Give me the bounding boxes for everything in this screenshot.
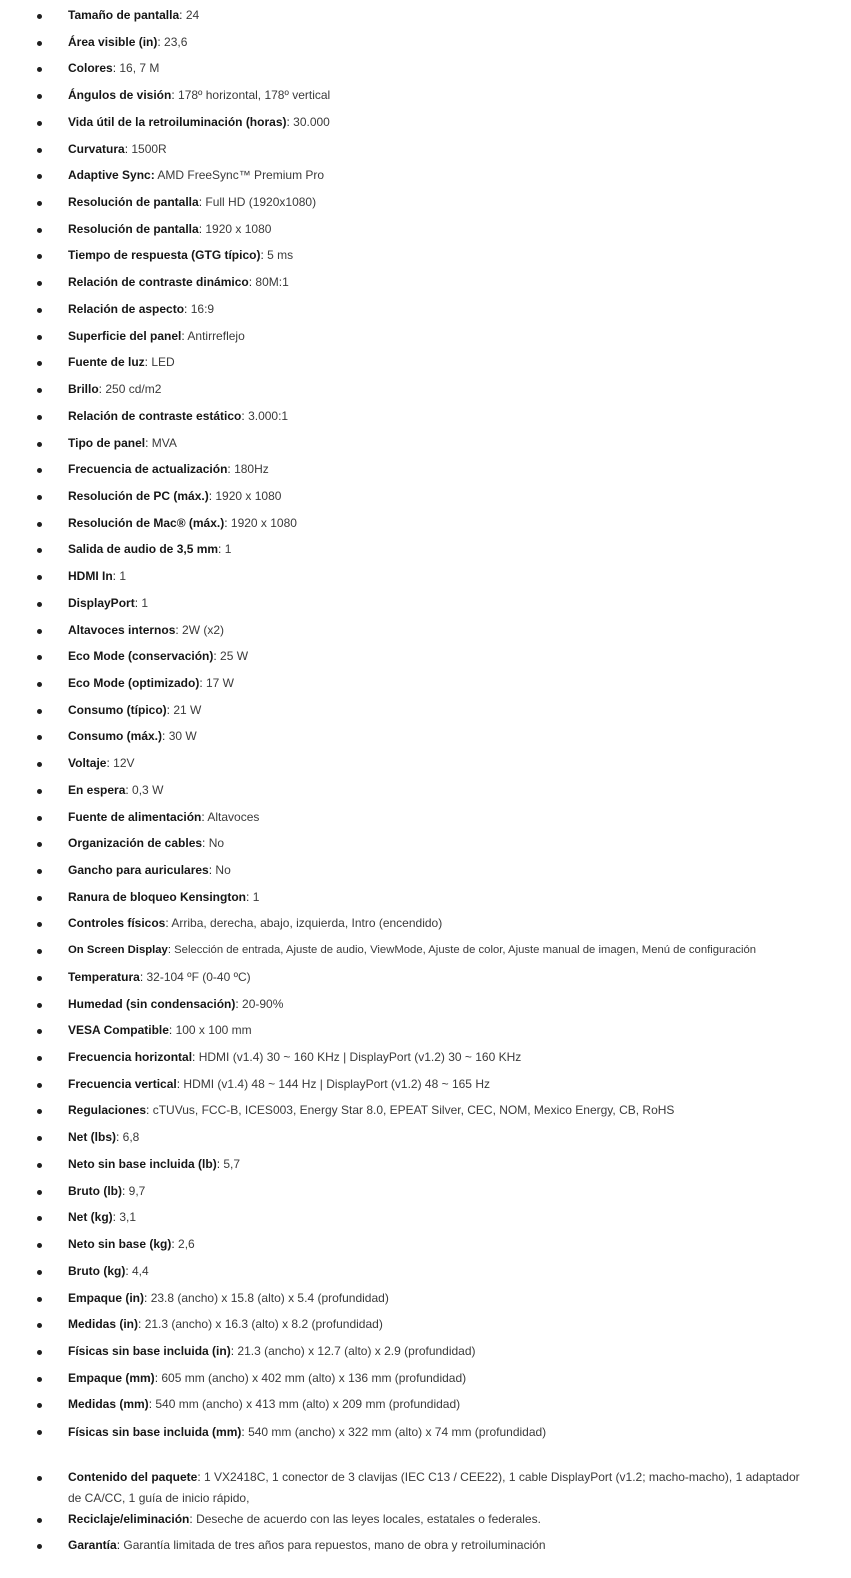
- spec-item: Frecuencia horizontal: HDMI (v1.4) 30 ~ 160 KHz | DisplayPort (v1.2) 30 ~ 160 KHz: [0, 1047, 851, 1074]
- spec-item: Relación de contraste estático: 3.000:1: [0, 406, 851, 433]
- spec-label: Salida de audio de 3,5 mm: [68, 542, 219, 557]
- spec-label: Medidas (in): [68, 1317, 139, 1332]
- bullet: [37, 1243, 42, 1248]
- spec-value: 21 W: [173, 702, 202, 717]
- bullet: [37, 415, 42, 420]
- spec-value: LED: [151, 355, 175, 370]
- spec-label: HDMI In: [68, 569, 113, 584]
- spec-item: Resolución de pantalla: 1920 x 1080: [0, 219, 851, 246]
- bullet: [37, 41, 42, 46]
- spec-value: HDMI (v1.4) 48 ~ 144 Hz | DisplayPort (v1.2) 48 ~ 165 Hz: [183, 1076, 490, 1091]
- spec-label: Garantía: [68, 1538, 117, 1553]
- spec-value: Altavoces: [207, 809, 260, 824]
- spec-item: DisplayPort: 1: [0, 593, 851, 620]
- spec-item: Físicas sin base incluida (mm): 540 mm (ancho) x 322 mm (alto) x 74 mm (profundidad): [0, 1421, 851, 1467]
- spec-value: 25 W: [220, 649, 249, 664]
- spec-label: VESA Compatible: [68, 1023, 169, 1038]
- bullet: [37, 121, 42, 126]
- spec-label: Bruto (lb): [68, 1183, 122, 1198]
- spec-label: Frecuencia de actualización: [68, 462, 228, 477]
- spec-value: 250 cd/m2: [105, 382, 162, 397]
- spec-label: Adaptive Sync:: [68, 168, 155, 183]
- bullet: [37, 1350, 42, 1355]
- spec-item: Superficie del panel: Antirreflejo: [0, 326, 851, 353]
- spec-label: Eco Mode (conservación): [68, 649, 214, 664]
- bullet: [37, 94, 42, 99]
- spec-value: HDMI (v1.4) 30 ~ 160 KHz | DisplayPort (v1.2) 30 ~ 160 KHz: [198, 1050, 522, 1065]
- spec-value: 540 mm (ancho) x 413 mm (alto) x 209 mm (profundidad): [155, 1397, 461, 1412]
- bullet: [37, 602, 42, 607]
- spec-label: Ranura de bloqueo Kensington: [68, 889, 247, 904]
- bullet: [37, 388, 42, 393]
- spec-label: Gancho para auriculares: [68, 863, 209, 877]
- spec-item: Medidas (in): 21.3 (ancho) x 16.3 (alto) x 8.2 (profundidad): [0, 1314, 851, 1341]
- bullet: [37, 629, 42, 634]
- spec-label: Fuente de alimentación: [68, 809, 202, 824]
- spec-label: Vida útil de la retroiluminación (horas): [68, 114, 287, 129]
- spec-label: Relación de contraste estático: [68, 408, 242, 423]
- spec-label: Frecuencia vertical: [68, 1076, 177, 1091]
- spec-label: DisplayPort: [68, 595, 135, 610]
- spec-item: Resolución de Mac® (máx.): 1920 x 1080: [0, 513, 851, 540]
- spec-label: Empaque (mm): [68, 1370, 155, 1385]
- spec-value: 32-104 ºF (0-40 ºC): [146, 969, 251, 984]
- bullet: [37, 1190, 42, 1195]
- spec-label: Tipo de panel: [68, 435, 146, 450]
- spec-value: 100 x 100 mm: [175, 1023, 252, 1038]
- spec-value: 16:9: [190, 301, 215, 316]
- spec-value: No: [215, 863, 231, 877]
- spec-label: Relación de aspecto: [68, 301, 185, 316]
- spec-label: Físicas sin base incluida (in): [68, 1343, 231, 1358]
- spec-item: En espera: 0,3 W: [0, 780, 851, 807]
- spec-item: Ángulos de visión: 178º horizontal, 178º vertical: [0, 85, 851, 112]
- bullet: [37, 1270, 42, 1275]
- spec-item: Consumo (típico): 21 W: [0, 700, 851, 727]
- spec-value: Selección de entrada, Ajuste de audio, ViewMode, Ajuste de color, Ajuste manual de imagen, Menú de configuración: [174, 944, 757, 957]
- spec-item: Resolución de PC (máx.): 1920 x 1080: [0, 486, 851, 513]
- spec-item: Medidas (mm): 540 mm (ancho) x 413 mm (alto) x 209 mm (profundidad): [0, 1394, 851, 1421]
- spec-value: 5 ms: [267, 248, 294, 263]
- spec-label: Altavoces internos: [68, 622, 176, 637]
- spec-value: 5,7: [223, 1156, 241, 1171]
- spec-label: Resolución de pantalla: [68, 221, 199, 236]
- spec-value: 23,6: [164, 34, 188, 49]
- bullet: [37, 361, 42, 366]
- spec-label: Net (lbs): [68, 1130, 116, 1145]
- spec-label: Ángulos de visión: [68, 88, 172, 103]
- spec-item: Relación de aspecto: 16:9: [0, 299, 851, 326]
- spec-label: Contenido del paquete: [68, 1469, 198, 1484]
- spec-item: Altavoces internos: 2W (x2): [0, 620, 851, 647]
- spec-label: Superficie del panel: [68, 328, 182, 343]
- bullet: [37, 201, 42, 206]
- spec-item: Bruto (lb): 9,7: [0, 1181, 851, 1208]
- bullet: [37, 1377, 42, 1382]
- spec-label: Bruto (kg): [68, 1263, 126, 1278]
- spec-value: AMD FreeSync™ Premium Pro: [157, 168, 325, 183]
- spec-value: 30.000: [293, 114, 330, 129]
- spec-value: 540 mm (ancho) x 322 mm (alto) x 74 mm (profundidad): [248, 1424, 547, 1439]
- spec-value: 1: [224, 542, 232, 557]
- spec-label: Área visible (in): [68, 34, 158, 49]
- spec-value: cTUVus, FCC-B, ICES003, Energy Star 8.0, EPEAT Silver, CEC, NOM, Mexico Energy, CB, RoHS: [152, 1103, 675, 1118]
- bullet: [37, 1109, 42, 1114]
- spec-item: Salida de audio de 3,5 mm: 1: [0, 539, 851, 566]
- bullet: [37, 896, 42, 901]
- spec-item: Brillo: 250 cd/m2: [0, 379, 851, 406]
- spec-value: 12V: [113, 756, 135, 771]
- spec-value: 2W (x2): [182, 622, 225, 637]
- spec-label: Regulaciones: [68, 1103, 147, 1118]
- spec-item: On Screen Display: Selección de entrada, Ajuste de audio, ViewMode, Ajuste de color, Ajuste manual de imagen, Menú de configuración: [0, 940, 851, 967]
- spec-label: En espera: [68, 782, 126, 797]
- spec-value: Antirreflejo: [187, 328, 245, 343]
- bullet: [37, 1518, 42, 1523]
- spec-item: Fuente de luz: LED: [0, 352, 851, 379]
- bullet: [37, 148, 42, 153]
- spec-value: 1: [119, 569, 127, 584]
- spec-value: 23.8 (ancho) x 15.8 (alto) x 5.4 (profundidad): [150, 1290, 389, 1305]
- bullet: [37, 1216, 42, 1221]
- spec-item: Físicas sin base incluida (in): 21.3 (ancho) x 12.7 (alto) x 2.9 (profundidad): [0, 1341, 851, 1368]
- spec-label: Físicas sin base incluida (mm): [68, 1424, 242, 1439]
- spec-label: Empaque (in): [68, 1290, 145, 1305]
- spec-value: 16, 7 M: [119, 61, 160, 76]
- spec-value: 9,7: [128, 1183, 146, 1198]
- spec-item: Contenido del paquete: 1 VX2418C, 1 conector de 3 clavijas (IEC C13 / CEE22), 1 cable DisplayPort (v1.2; macho-macho), 1 adaptador de CA/CC, 1 guía de inicio rápido,: [0, 1467, 851, 1509]
- spec-item: Net (kg): 3,1: [0, 1207, 851, 1234]
- spec-label: Neto sin base incluida (lb): [68, 1156, 217, 1171]
- spec-label: Controles físicos: [68, 916, 166, 931]
- spec-item: Garantía: Garantía limitada de tres años para repuestos, mano de obra y retroiluminación: [0, 1535, 851, 1562]
- bullet: [37, 1476, 42, 1481]
- spec-item: Consumo (máx.): 30 W: [0, 726, 851, 753]
- spec-label: Medidas (mm): [68, 1397, 149, 1412]
- spec-item: Resolución de pantalla: Full HD (1920x1080): [0, 192, 851, 219]
- spec-item: Reciclaje/eliminación: Deseche de acuerdo con las leyes locales, estatales o federales.: [0, 1509, 851, 1536]
- spec-value: No: [208, 836, 225, 851]
- spec-value: 1920 x 1080: [205, 221, 272, 236]
- spec-item: VESA Compatible: 100 x 100 mm: [0, 1020, 851, 1047]
- spec-item: Regulaciones: cTUVus, FCC-B, ICES003, Energy Star 8.0, EPEAT Silver, CEC, NOM, Mexico Energy, CB, RoHS: [0, 1100, 851, 1127]
- spec-item: Controles físicos: Arriba, derecha, abajo, izquierda, Intro (encendido): [0, 913, 851, 940]
- spec-item: Gancho para auriculares: No: [0, 860, 851, 887]
- spec-label: Curvatura: [68, 141, 125, 156]
- spec-label: Humedad (sin condensación): [68, 996, 236, 1011]
- spec-label: Consumo (típico): [68, 702, 167, 717]
- spec-item: Vida útil de la retroiluminación (horas): 30.000: [0, 112, 851, 139]
- bullet: [37, 522, 42, 527]
- spec-item: HDMI In: 1: [0, 566, 851, 593]
- spec-item: Eco Mode (optimizado): 17 W: [0, 673, 851, 700]
- bullet: [37, 869, 42, 874]
- spec-value: 1500R: [131, 141, 167, 156]
- spec-label: Fuente de luz: [68, 355, 145, 370]
- bullet: [37, 709, 42, 714]
- spec-item: Fuente de alimentación: Altavoces: [0, 807, 851, 834]
- spec-item: Curvatura: 1500R: [0, 139, 851, 166]
- spec-item: Humedad (sin condensación): 20-90%: [0, 994, 851, 1021]
- spec-item: Organización de cables: No: [0, 833, 851, 860]
- spec-value: Full HD (1920x1080): [205, 195, 317, 210]
- spec-value: 1920 x 1080: [230, 515, 297, 530]
- spec-item: Neto sin base incluida (lb): 5,7: [0, 1154, 851, 1181]
- bullet: [37, 949, 42, 954]
- spec-value: 1: [141, 595, 149, 610]
- spec-label: On Screen Display: [68, 944, 168, 957]
- bullet: [37, 762, 42, 767]
- bullet: [37, 1403, 42, 1408]
- bullet: [37, 308, 42, 313]
- bullet: [37, 67, 42, 72]
- spec-label: Eco Mode (optimizado): [68, 675, 200, 690]
- spec-item: Colores: 16, 7 M: [0, 58, 851, 85]
- bullet: [37, 735, 42, 740]
- bullet: [37, 1544, 42, 1549]
- spec-value: 1920 x 1080: [215, 488, 282, 503]
- spec-value: 0,3 W: [132, 782, 164, 797]
- bullet: [37, 254, 42, 259]
- spec-value: 20-90%: [242, 996, 284, 1011]
- spec-value: 180Hz: [234, 462, 269, 477]
- spec-item: Neto sin base (kg): 2,6: [0, 1234, 851, 1261]
- spec-value: 17 W: [206, 675, 235, 690]
- spec-label: Neto sin base (kg): [68, 1237, 172, 1252]
- bullet: [37, 1029, 42, 1034]
- spec-value: 6,8: [122, 1130, 140, 1145]
- bullet: [37, 1003, 42, 1008]
- bullet: [37, 922, 42, 927]
- bullet: [37, 548, 42, 553]
- bullet: [37, 575, 42, 580]
- bullet: [37, 1083, 42, 1088]
- spec-label: Net (kg): [68, 1210, 113, 1225]
- spec-value: Arriba, derecha, abajo, izquierda, Intro (encendido): [171, 916, 443, 931]
- spec-item: Tamaño de pantalla: 24: [0, 5, 851, 32]
- spec-item: Empaque (in): 23.8 (ancho) x 15.8 (alto) x 5.4 (profundidad): [0, 1288, 851, 1315]
- spec-value: 3,1: [119, 1210, 137, 1225]
- spec-label: Colores: [68, 61, 113, 76]
- spec-label: Consumo (máx.): [68, 729, 163, 744]
- spec-value: 1: [252, 889, 260, 904]
- bullet: [37, 1163, 42, 1168]
- spec-value: 3.000:1: [248, 408, 289, 423]
- spec-value: 21.3 (ancho) x 12.7 (alto) x 2.9 (profundidad): [237, 1343, 476, 1358]
- bullet: [37, 281, 42, 286]
- spec-label: Tiempo de respuesta (GTG típico): [68, 248, 261, 263]
- spec-item: Tiempo de respuesta (GTG típico): 5 ms: [0, 245, 851, 272]
- bullet: [37, 335, 42, 340]
- spec-value: 178º horizontal, 178º vertical: [178, 88, 331, 103]
- spec-label: Temperatura: [68, 969, 140, 984]
- spec-label: Organización de cables: [68, 836, 203, 851]
- bullet: [37, 1323, 42, 1328]
- spec-item: Net (lbs): 6,8: [0, 1127, 851, 1154]
- bullet: [37, 682, 42, 687]
- spec-item: Eco Mode (conservación): 25 W: [0, 646, 851, 673]
- spec-value: 80M:1: [255, 275, 289, 290]
- spec-item: Ranura de bloqueo Kensington: 1: [0, 887, 851, 914]
- spec-value: Garantía limitada de tres años para repuestos, mano de obra y retroiluminación: [123, 1538, 546, 1553]
- bullet: [37, 842, 42, 847]
- bullet: [37, 442, 42, 447]
- spec-value: MVA: [151, 435, 177, 450]
- spec-item: [0, 165, 851, 192]
- spec-value: 24: [185, 8, 200, 22]
- spec-item: Área visible (in): 23,6: [0, 32, 851, 59]
- bullet: [37, 1056, 42, 1061]
- spec-label: Relación de contraste dinámico: [68, 275, 249, 290]
- bullet: [37, 228, 42, 233]
- spec-value: 4,4: [132, 1263, 149, 1278]
- spec-item: Voltaje: 12V: [0, 753, 851, 780]
- spec-label: Resolución de PC (máx.): [68, 488, 209, 503]
- spec-item: Frecuencia de actualización: 180Hz: [0, 459, 851, 486]
- spec-value: 21.3 (ancho) x 16.3 (alto) x 8.2 (profundidad): [144, 1317, 383, 1332]
- spec-label: Resolución de pantalla: [68, 195, 199, 210]
- bullet: [37, 14, 42, 19]
- bullet: [37, 976, 42, 981]
- bullet: [37, 655, 42, 660]
- bullet: [37, 789, 42, 794]
- bullet: [37, 1430, 42, 1435]
- bullet: [37, 1136, 42, 1141]
- spec-item: Temperatura: 32-104 ºF (0-40 ºC): [0, 967, 851, 994]
- spec-label: Voltaje: [68, 756, 107, 771]
- spec-value: 30 W: [168, 729, 197, 744]
- bullet: [37, 468, 42, 473]
- spec-label: Tamaño de pantalla: [68, 8, 180, 22]
- spec-label: Reciclaje/eliminación: [68, 1511, 190, 1526]
- spec-item: Empaque (mm): 605 mm (ancho) x 402 mm (alto) x 136 mm (profundidad): [0, 1368, 851, 1395]
- spec-item: Bruto (kg): 4,4: [0, 1261, 851, 1288]
- spec-item: Tipo de panel: MVA: [0, 433, 851, 460]
- spec-label: Brillo: [68, 382, 99, 397]
- bullet: [37, 495, 42, 500]
- spec-value: 605 mm (ancho) x 402 mm (alto) x 136 mm (profundidad): [161, 1370, 467, 1385]
- spec-label: Resolución de Mac® (máx.): [68, 515, 225, 530]
- spec-item: Frecuencia vertical: HDMI (v1.4) 48 ~ 144 Hz | DisplayPort (v1.2) 48 ~ 165 Hz: [0, 1074, 851, 1101]
- spec-value: 1 VX2418C, 1 conector de 3 clavijas (IEC C13 / CEE22), 1 cable DisplayPort (v1.2; macho-macho), 1 adaptador de CA/CC, 1 guía de inicio rápido,: [68, 1469, 800, 1505]
- bullet: [37, 816, 42, 821]
- bullet: [37, 1297, 42, 1302]
- spec-item: Relación de contraste dinámico: 80M:1: [0, 272, 851, 299]
- spec-value: 2,6: [178, 1237, 195, 1252]
- bullet: [37, 174, 42, 179]
- spec-value: Deseche de acuerdo con las leyes locales, estatales o federales.: [196, 1511, 541, 1526]
- spec-label: Frecuencia horizontal: [68, 1050, 193, 1065]
